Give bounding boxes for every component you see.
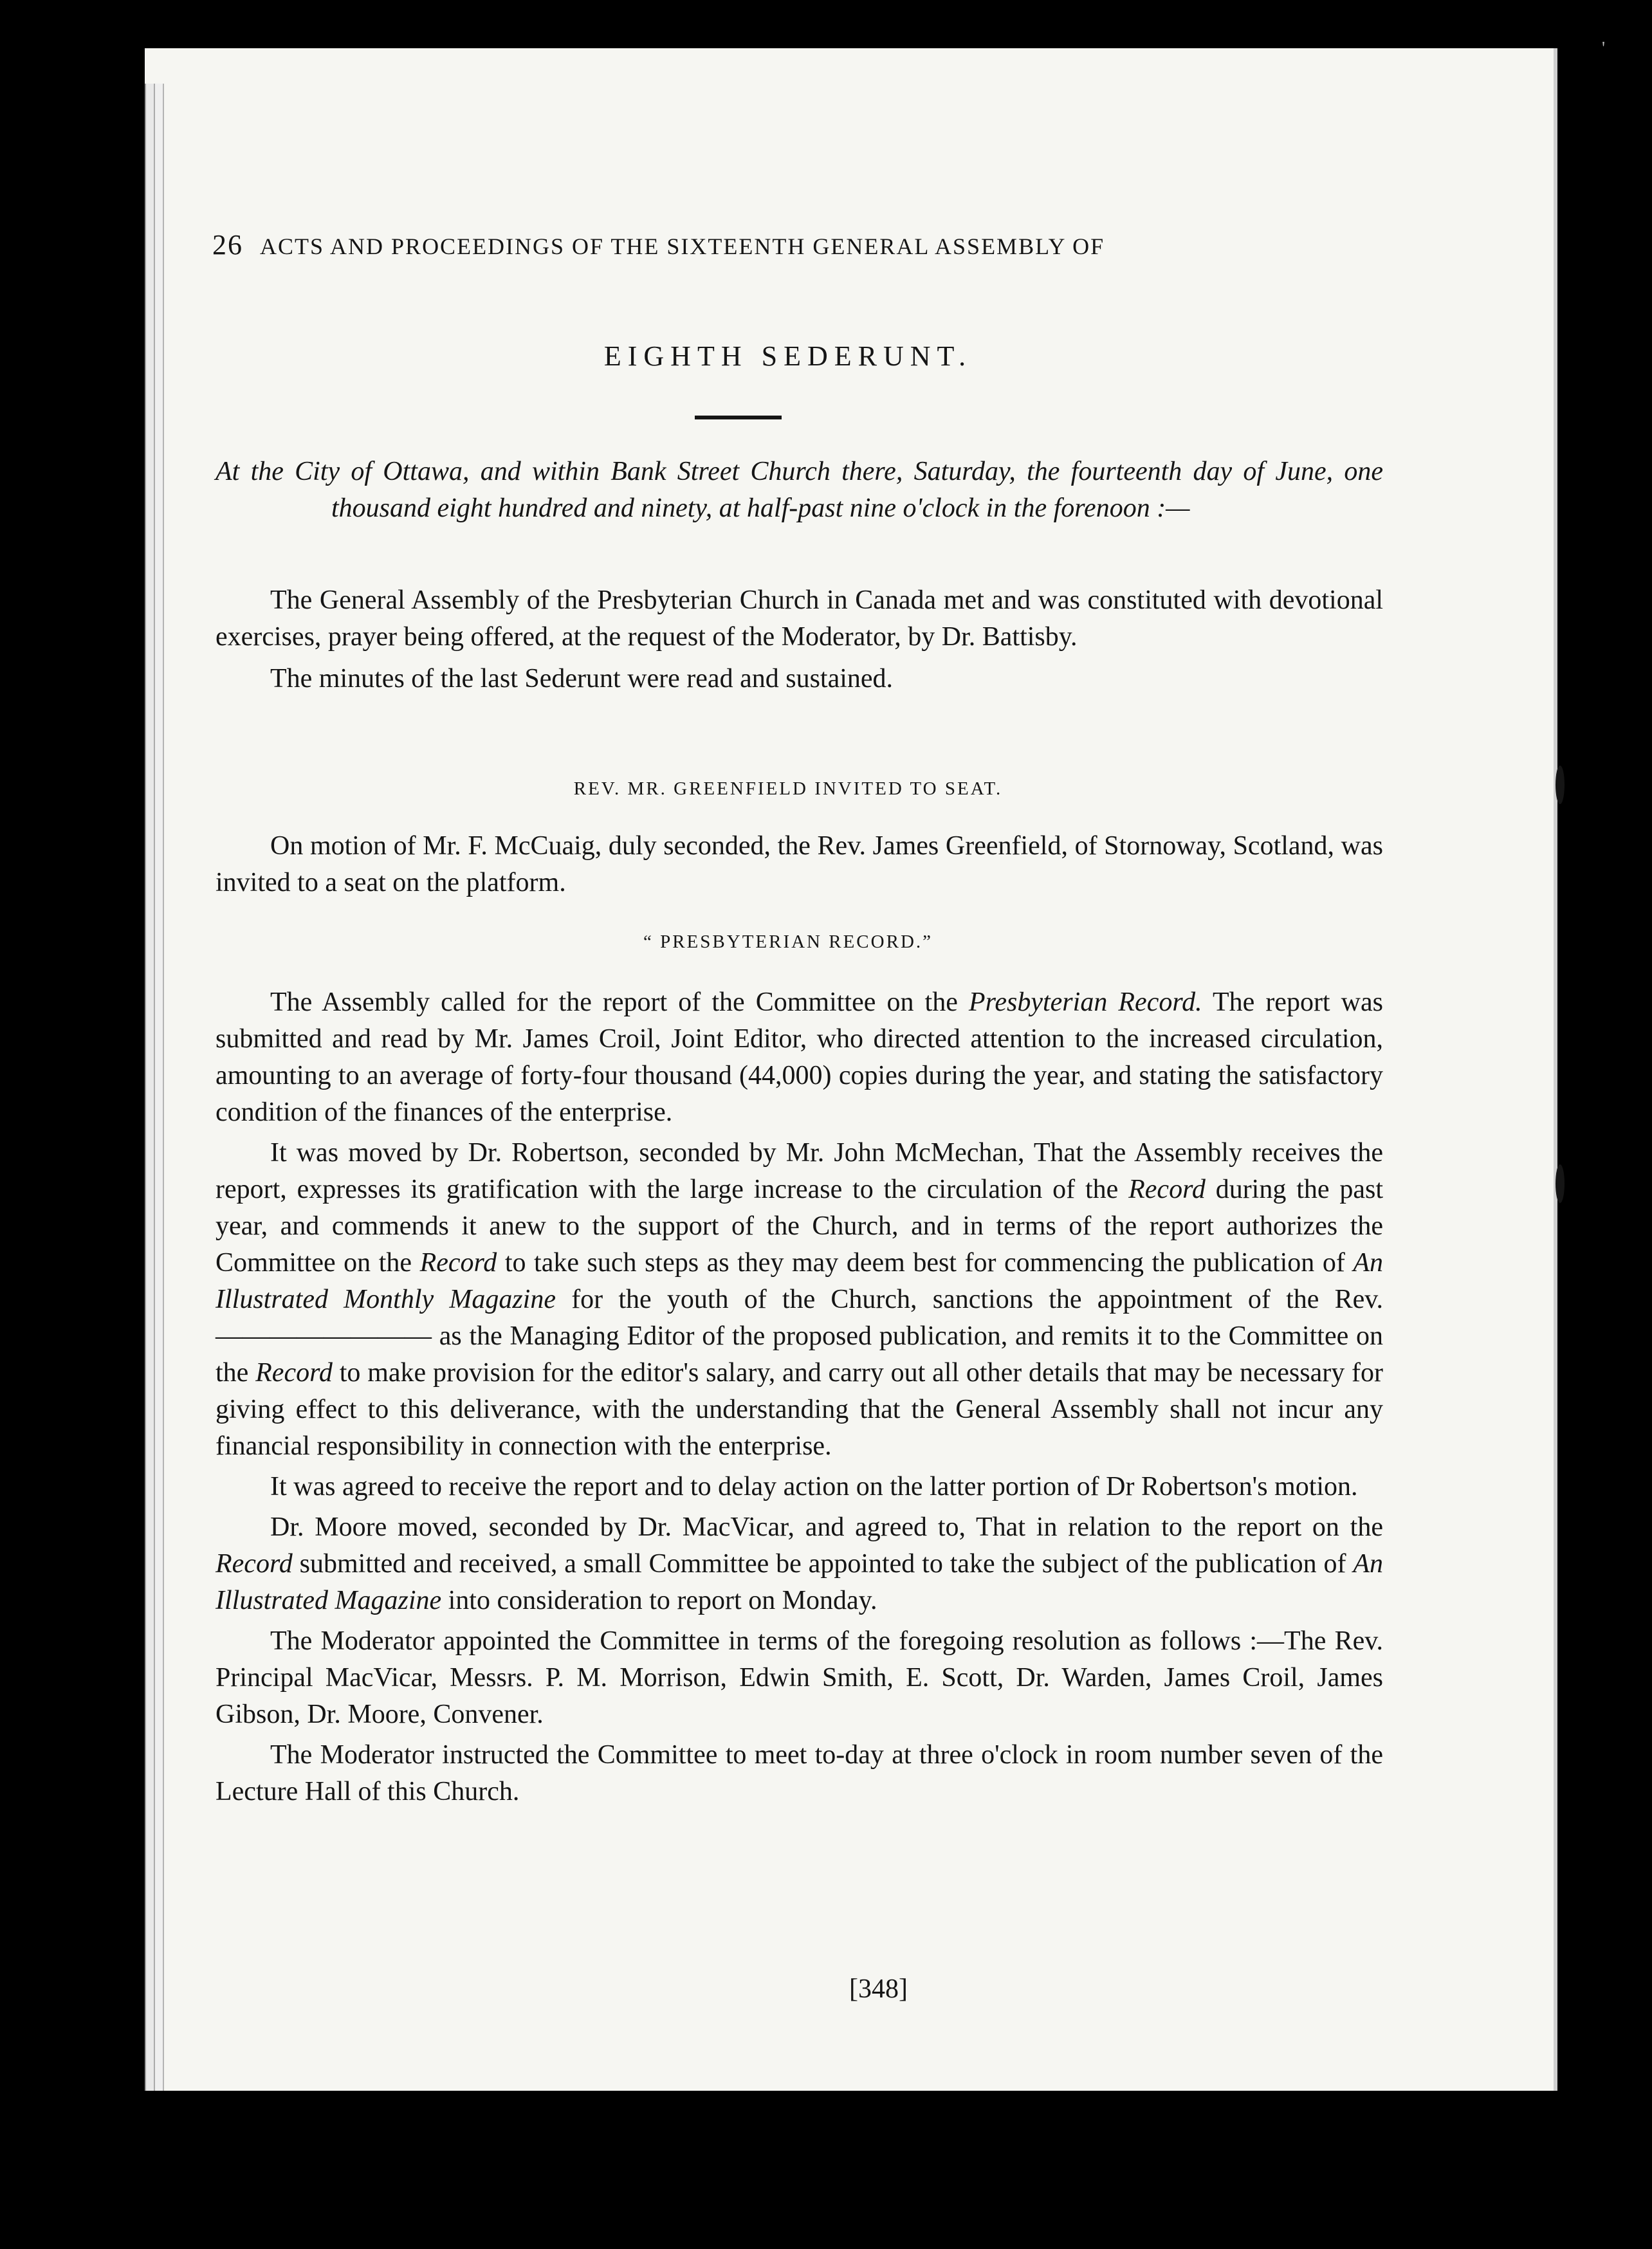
running-header: [212, 228, 1370, 261]
paragraph-meeting: The General Assembly of the Presbyterian Church in Canada met and was constituted with devotional exercises, prayer being offered, at the request of the Moderator, by Dr. Battisby.: [216, 585, 1383, 652]
subheading-record: “ PRESBYTERIAN RECORD.”: [643, 932, 933, 952]
binding-tab: [1556, 766, 1565, 804]
corner-mark: ': [1602, 39, 1606, 59]
page-stack-edge: [145, 84, 197, 2091]
opening-block: [216, 582, 1383, 697]
paragraph-motion: It was moved by Dr. Robertson, seconded by Mr. John McMechan, That the Assembly receives the report, expresses its gratification with the large increase to the circulation of the Record during the past year, and commends it anew to the support of the Church, and in terms of the report authorizes the Committee on the Record to take such steps as they may deem best for commencing the publication of An Illustrated Monthly Magazine for the youth of the Church, sanctions the appointment of the Rev. ———————— as the Managing Editor of the proposed publication, and remits it to the Committee on the Record to make provision for the editor's salary, and carry out all other details that may be necessary for giving effect to this deliverance, with the understanding that the General Assembly shall not incur any financial responsibility in connection with the enterprise.: [216, 1138, 1384, 1461]
paragraph-moore: Dr. Moore moved, seconded by Dr. MacVicar, and agreed to, That in relation to the report on the Record submitted and received, a small Committee be appointed to take the subject of the publication of An Illustrated Magazine into consideration to report on Monday.: [216, 1512, 1383, 1615]
page-number: 26: [212, 229, 243, 261]
paragraph-report: The Assembly called for the report of the Committee on the Presbyterian Record. The report was submitted and read by Mr. James Croil, Joint Editor, who directed attention to the increased circulation, amounting to an average of forty-four thousand (44,000) copies during the year, and stating the satisfactory condition of the finances of the enterprise.: [216, 987, 1383, 1127]
subheading-greenfield: REV. MR. GREENFIELD INVITED TO SEAT.: [573, 778, 1003, 799]
binding-tab: [1556, 1164, 1565, 1203]
paragraph-minutes: The minutes of the last Sederunt were read and sustained.: [270, 664, 894, 693]
preamble: [216, 454, 1383, 527]
paragraph-instructed: The Moderator instructed the Committee to meet to-day at three o'clock in room number seven of the Lecture Hall of this Church.: [216, 1740, 1383, 1806]
preamble-text: At the City of Ottawa, and within Bank Street Church there, Saturday, the fourteenth day of June, one thousand eight hundred and ninety, at half-past nine o'clock in the forenoon :—: [216, 457, 1383, 523]
header-text: ACTS AND PROCEEDINGS OF THE SIXTEENTH GENERAL ASSEMBLY OF: [260, 234, 1105, 259]
greenfield-block: [216, 828, 1383, 901]
paragraph-appointed: The Moderator appointed the Committee in terms of the foregoing resolution as follows :—The Rev. Principal MacVicar, Messrs. P. M. Morrison, Edwin Smith, E. Scott, Dr. Warden, James Croil, James Gibson, Dr. Moore, Convener.: [216, 1626, 1383, 1729]
paragraph-greenfield: On motion of Mr. F. McCuaig, duly seconded, the Rev. James Greenfield, of Stornoway, Scotland, was invited to a seat on the platform.: [216, 831, 1383, 897]
paragraph-agreed: It was agreed to receive the report and to delay action on the latter portion of Dr Robertson's motion.: [270, 1472, 1358, 1501]
signature-mark: [348]: [849, 1974, 908, 2004]
record-block: [216, 984, 1383, 1810]
section-title: EIGHTH SEDERUNT.: [603, 340, 973, 372]
title-rule: [695, 416, 782, 419]
